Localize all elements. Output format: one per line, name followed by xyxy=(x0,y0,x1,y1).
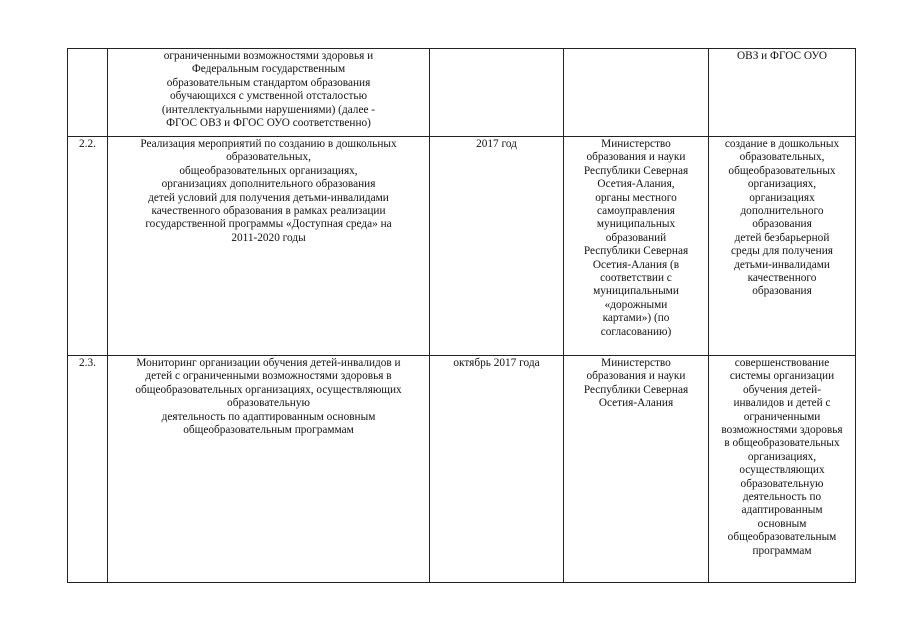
text-line: общеобразовательных организациях, xyxy=(179,164,358,177)
table-row xyxy=(68,137,856,356)
result-cell xyxy=(709,356,856,583)
executor-cell xyxy=(564,137,709,356)
text-line: обучающихся с умственной отсталостью xyxy=(169,90,368,103)
text-line: Республики Северная xyxy=(583,383,689,396)
executor-cell xyxy=(564,49,709,137)
text-line: ограниченными xyxy=(743,410,821,423)
row-number-cell: 2.2. xyxy=(68,137,108,356)
text-line: адаптированным xyxy=(741,504,823,517)
deadline-cell: 2017 год xyxy=(430,137,564,356)
text-line: самоуправления xyxy=(596,205,675,218)
text-line: общеобразовательным программам xyxy=(183,424,354,437)
text-line: ФГОС ОВЗ и ФГОС ОУО соответственно) xyxy=(166,117,371,130)
text-line: образования и науки xyxy=(586,151,686,164)
text-line: среды для получения xyxy=(731,245,833,258)
table-row xyxy=(68,49,856,137)
text-line: государственной программы «Доступная среда» на xyxy=(145,218,392,231)
text-line: инвалидов и детей с xyxy=(733,397,831,410)
text-line: образовательным стандартом образования xyxy=(166,76,371,89)
text-line: образовательную xyxy=(740,477,824,490)
row-number-cell xyxy=(68,49,108,137)
text-line: детей безбарьерной xyxy=(734,231,830,244)
text-line: образования xyxy=(752,285,812,298)
text-line: совершенствование xyxy=(734,357,830,369)
text-line: общеобразовательным xyxy=(727,531,837,544)
text-line: образования xyxy=(752,218,812,231)
text-line: образования и науки xyxy=(586,370,686,383)
executor-cell xyxy=(564,356,709,583)
text-line: возможностями здоровья xyxy=(721,424,843,437)
text-line: «дорожными xyxy=(604,298,668,311)
result-cell xyxy=(709,49,856,137)
text-line: ограниченными возможностями здоровья и xyxy=(163,50,374,62)
activity-cell xyxy=(108,356,430,583)
result-cell xyxy=(709,137,856,356)
text-line: программам xyxy=(752,544,812,557)
text-line: системы организации xyxy=(729,370,835,383)
text-line: Министерство xyxy=(601,357,671,369)
action-plan-table xyxy=(67,48,856,583)
text-line: образовательных, xyxy=(226,151,311,164)
text-line: муниципальных xyxy=(596,218,676,231)
text-line: организациях дополнительного образования xyxy=(161,178,376,191)
text-line: создание в дошкольных xyxy=(724,138,840,150)
text-line: ОВЗ и ФГОС ОУО xyxy=(737,50,827,62)
text-line: организациях, xyxy=(747,450,817,463)
text-line: Республики Северная xyxy=(583,245,689,258)
text-line: детьми-инвалидами xyxy=(734,258,830,271)
text-line: муниципальными xyxy=(593,285,679,298)
deadline-cell xyxy=(430,49,564,137)
deadline-cell: октябрь 2017 года xyxy=(430,356,564,583)
text-line: дополнительного xyxy=(740,205,824,218)
text-line: в общеобразовательных xyxy=(724,437,840,450)
row-number-cell: 2.3. xyxy=(68,356,108,583)
text-line: образований xyxy=(605,231,667,244)
text-line: организациях, xyxy=(747,178,817,191)
text-line: качественного образования в рамках реализации xyxy=(151,205,386,218)
text-line: Мониторинг организации обучения детей-инвалидов и xyxy=(136,357,401,369)
text-line: Реализация мероприятий по созданию в дошкольных xyxy=(140,138,397,150)
text-line: общеобразовательных организациях, осуществляющих xyxy=(135,383,402,396)
text-line: 2011-2020 годы xyxy=(231,231,306,244)
text-line: качественного xyxy=(747,272,817,285)
table-row xyxy=(68,356,856,583)
text-line: детей условий для получения детьми-инвалидами xyxy=(148,191,389,204)
text-line: осуществляющих xyxy=(739,464,825,477)
text-line: Федеральным государственным xyxy=(191,63,346,76)
text-line: Осетия-Алания xyxy=(598,397,674,410)
text-line: органы местного xyxy=(595,191,677,204)
text-line: детей с ограниченными возможностями здоровья в xyxy=(145,370,392,383)
text-line: картами») (по xyxy=(602,312,670,325)
text-line: деятельность по адаптированным основным xyxy=(161,410,376,423)
text-line: соответствии с xyxy=(600,272,672,285)
text-line: Министерство xyxy=(601,138,671,150)
text-line: Осетия-Алания (в xyxy=(592,258,680,271)
text-line: Осетия-Алания, xyxy=(597,178,675,191)
text-line: образовательную xyxy=(227,397,310,410)
text-line: общеобразовательных xyxy=(728,164,836,177)
text-line: организациях xyxy=(749,191,815,204)
text-line: основным xyxy=(757,517,807,530)
activity-cell xyxy=(108,137,430,356)
activity-cell xyxy=(108,49,430,137)
text-line: согласованию) xyxy=(600,325,672,338)
text-line: Республики Северная xyxy=(583,164,689,177)
text-line: обучения детей- xyxy=(743,383,821,396)
text-line: (интеллектуальными нарушениями) (далее - xyxy=(161,103,376,116)
text-line: образовательных, xyxy=(739,151,825,164)
text-line: деятельность по xyxy=(742,491,822,504)
